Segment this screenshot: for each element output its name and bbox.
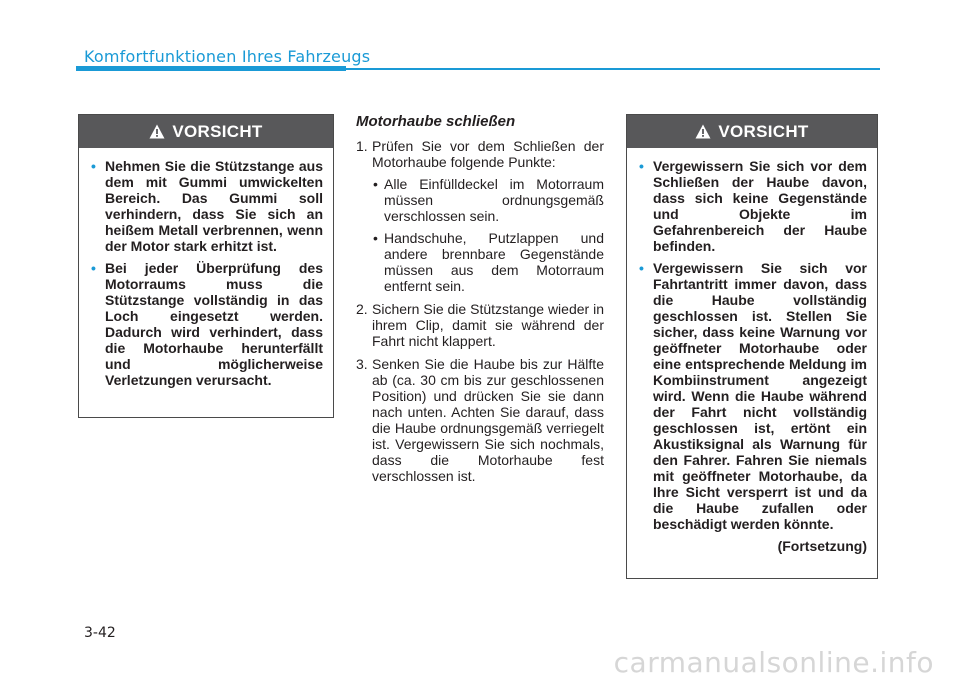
warning-triangle-icon	[149, 124, 165, 139]
caution-item: • Vergewissern Sie sich vor Fahrtantritt immer davon, dass die Haube vollständig geschlossen ist. Stellen Sie sicher, dass keine Warnung vor geöffneter Motorhaube oder eine entsprechende Meldung im Kombiinstrument angezeigt wird. Wenn die Haube während der Fahrt nicht vollständig geschlossen ist, ertönt ein Akustiksignal als Warnung für den Fahrer. Fahren Sie niemals mit geöffneter Motorhaube, da Ihre Sicht versperrt ist und da die Haube zufallen oder beschädigt werden könnte.	[639, 260, 867, 532]
section-heading: Motorhaube schließen	[356, 113, 516, 130]
step-item: 2. Sichern Sie die Stützstange wieder in ihrem Clip, damit sie während der Fahrt nicht klappert.	[356, 301, 604, 349]
warning-triangle-icon	[695, 124, 711, 139]
sub-item: • Handschuhe, Putzlappen und andere brennbare Gegenstände müssen aus dem Motorraum entfernt sein.	[373, 230, 604, 294]
caution-item: • Bei jeder Überprüfung des Motorraums muss die Stützstange vollständig in das Loch eingesetzt werden. Dadurch wird verhindert, dass die Motorhaube herunterfällt und möglicherweise Verletzungen verursacht.	[91, 260, 323, 388]
caution-heading: VORSICHT	[172, 121, 263, 141]
header-rule-thin	[346, 68, 880, 70]
instructions-column	[356, 114, 604, 491]
section-title: Komfortfunktionen Ihres Fahrzeugs	[84, 47, 371, 66]
sub-item: • Alle Einfülldeckel im Motorraum müssen ordnungsgemäß verschlossen sein.	[373, 176, 604, 224]
bullet-dot-icon: •	[91, 260, 96, 276]
step-item: 3. Senken Sie die Haube bis zur Hälfte ab (ca. 30 cm bis zur geschlossenen Position) und drücken Sie sie dann nach unten. Achten Sie darauf, dass die Haube ordnungsgemäß verriegelt ist. Vergewissern Sie sich nochmals, dass die Motorhaube fest verschlossen ist.	[356, 356, 604, 484]
bullet-dot-icon: •	[91, 158, 96, 174]
bullet-dot-icon: •	[639, 260, 644, 276]
watermark: carmanualsonline.info	[613, 646, 934, 679]
caution-item: • Nehmen Sie die Stützstange aus dem mit Gummi umwickelten Bereich. Das Gummi soll verhindern, dass Sie sich an heißem Metall verbrennen, wenn der Motor stark erhitzt ist.	[91, 158, 323, 254]
bullet-dot-icon: •	[373, 230, 378, 246]
step-item: 1. Prüfen Sie vor dem Schließen der Motorhaube folgende Punkte: • Alle Einfülldeckel im Motorraum müssen ordnungsgemäß verschlossen sein. • Handschuhe, Putzlappen und andere brennbare Gegenstände müssen aus dem Motorraum entfernt sein.	[356, 138, 604, 294]
caution-item: • Vergewissern Sie sich vor dem Schließen der Haube davon, dass sich keine Gegenstände und Objekte im Gefahrenbereich der Haube befinden.	[639, 158, 867, 254]
right-caution-box	[626, 114, 878, 579]
continuation-note: (Fortsetzung)	[777, 538, 867, 554]
caution-heading: VORSICHT	[718, 121, 809, 141]
caution-header	[79, 115, 333, 148]
bullet-dot-icon: •	[639, 158, 644, 174]
page-number: 3-42	[84, 625, 116, 641]
caution-header	[627, 115, 877, 148]
left-caution-box	[78, 114, 334, 418]
header-rule-thick	[76, 66, 346, 71]
bullet-dot-icon: •	[373, 176, 378, 192]
